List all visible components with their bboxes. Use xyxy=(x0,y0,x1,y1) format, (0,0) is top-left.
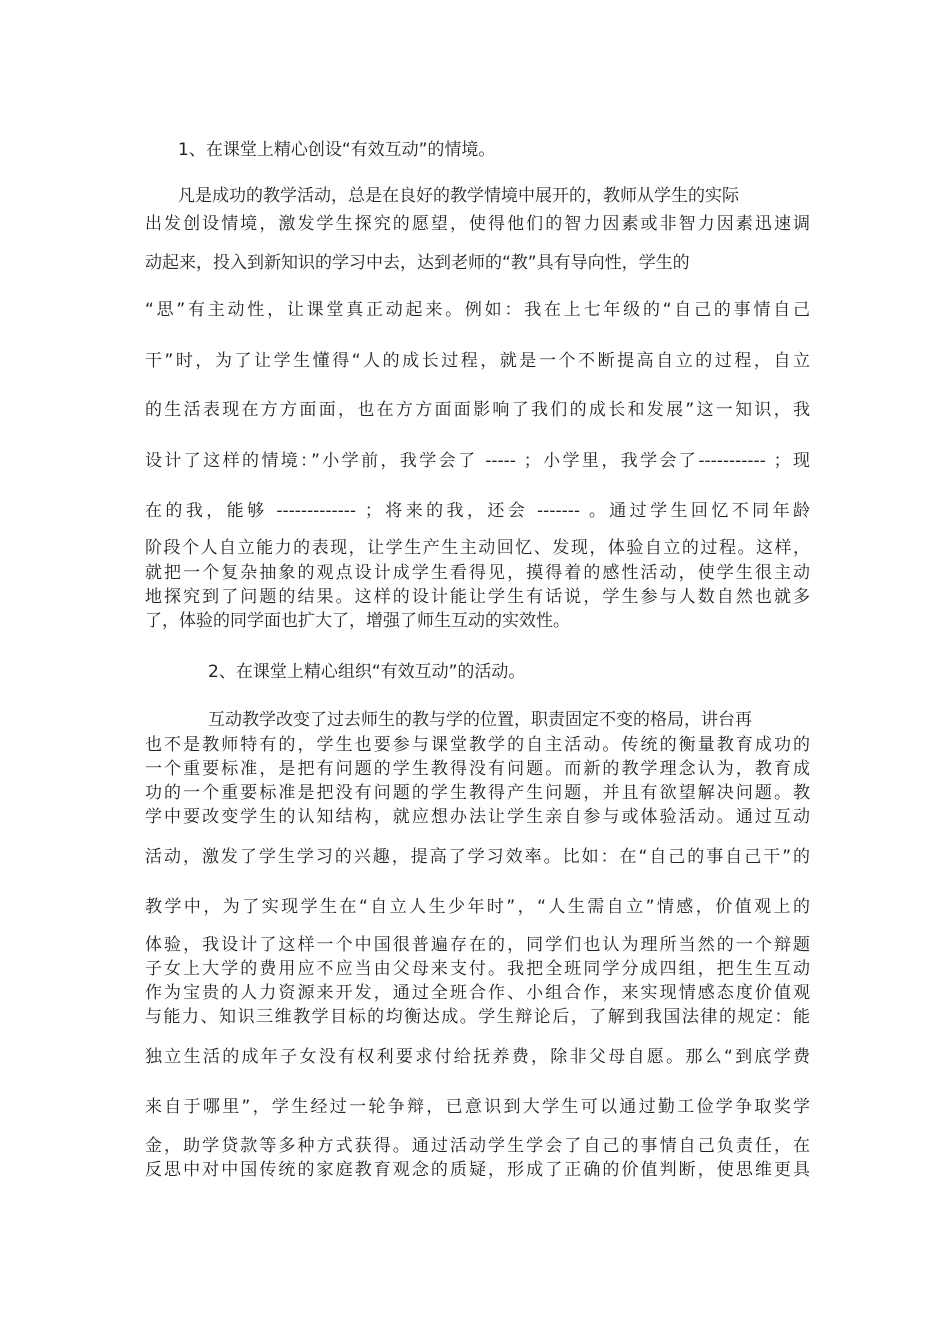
paragraph-1-line: 地探究到了问题的结果。这样的设计能让学生有话说，学生参与人数自然也就多 xyxy=(145,587,810,607)
section-heading-1: 1、在课堂上精心创设“有效互动”的情境。 xyxy=(178,140,496,160)
paragraph-1-line: 出发创设情境，激发学生探究的愿望，使得他们的智力因素或非智力因素迅速调 xyxy=(145,214,810,234)
paragraph-2-line: 功的一个重要标准是把没有问题的学生教得产生问题，并且有欲望解决问题。教 xyxy=(145,783,810,803)
paragraph-1-line: 的生活表现在方方面面，也在方方面面影响了我们的成长和发展”这一知识，我 xyxy=(145,400,810,420)
paragraph-2-line: 一个重要标准，是把有问题的学生教得没有问题。而新的教学理念认为，教育成 xyxy=(145,759,810,779)
paragraph-2-line: 体验，我设计了这样一个中国很普遍存在的，同学们也认为理所当然的一个辩题 xyxy=(145,935,810,955)
paragraph-2-line: 活动，激发了学生学习的兴趣，提高了学习效率。比如：在“自己的事自己干”的 xyxy=(145,847,810,867)
paragraph-2-line: 子女上大学的费用应不应当由父母来支付。我把全班同学分成四组，把生生互动 xyxy=(145,959,810,979)
paragraph-1-line: 在的我，能够 ------------- ；将来的我，还会 ------- 。通过学生回忆不同年龄 xyxy=(145,501,810,521)
paragraph-1-line: 就把一个复杂抽象的观点设计成学生看得见，摸得着的感性活动，使学生很主动 xyxy=(145,563,810,583)
paragraph-1-line: 了，体验的同学面也扩大了，增强了师生互动的实效性。 xyxy=(145,611,570,631)
paragraph-2-line: 也不是教师特有的，学生也要参与课堂教学的自主活动。传统的衡量教育成功的 xyxy=(145,735,810,755)
paragraph-1-line: 阶段个人自立能力的表现，让学生产生主动回忆、发现，体验自立的过程。这样， xyxy=(145,538,810,558)
paragraph-2-line: 作为宝贵的人力资源来开发，通过全班合作、小组合作，来实现情感态度价值观 xyxy=(145,983,810,1003)
paragraph-2-line: 互动教学改变了过去师生的教与学的位置，职责固定不变的格局，讲台再 xyxy=(208,710,752,730)
paragraph-2-line: 与能力、知识三维教学目标的均衡达成。学生辩论后，了解到我国法律的规定：能 xyxy=(145,1007,810,1027)
paragraph-1-line: 凡是成功的教学活动，总是在良好的教学情境中展开的，教师从学生的实际 xyxy=(178,186,739,206)
paragraph-1-line: 动起来，投入到新知识的学习中去，达到老师的“教”具有导向性，学生的 xyxy=(145,253,690,273)
paragraph-2-line: 反思中对中国传统的家庭教育观念的质疑，形成了正确的价值判断，使思维更具 xyxy=(145,1160,810,1180)
paragraph-2-line: 来自于哪里”，学生经过一轮争辩，已意识到大学生可以通过勤工俭学争取奖学 xyxy=(145,1097,810,1117)
paragraph-1-line: 干”时，为了让学生懂得“人的成长过程，就是一个不断提高自立的过程，自立 xyxy=(145,351,810,371)
paragraph-1-line: “思”有主动性，让课堂真正动起来。例如：我在上七年级的“自己的事情自己 xyxy=(145,300,810,320)
paragraph-2-line: 独立生活的成年子女没有权利要求付给抚养费，除非父母自愿。那么“到底学费 xyxy=(145,1047,810,1067)
paragraph-2-line: 教学中，为了实现学生在“自立人生少年时”，“人生需自立”情感，价值观上的 xyxy=(145,897,810,917)
section-heading-2: 2、在课堂上精心组织“有效互动”的活动。 xyxy=(208,662,526,682)
paragraph-2-line: 金，助学贷款等多种方式获得。通过活动学生学会了自己的事情自己负责任，在 xyxy=(145,1136,810,1156)
paragraph-2-line: 学中要改变学生的认知结构，就应想办法让学生亲自参与或体验活动。通过互动 xyxy=(145,807,810,827)
paragraph-1-line: 设计了这样的情境：”小学前，我学会了 ----- ；小学里，我学会了----------- ；现 xyxy=(145,451,810,471)
